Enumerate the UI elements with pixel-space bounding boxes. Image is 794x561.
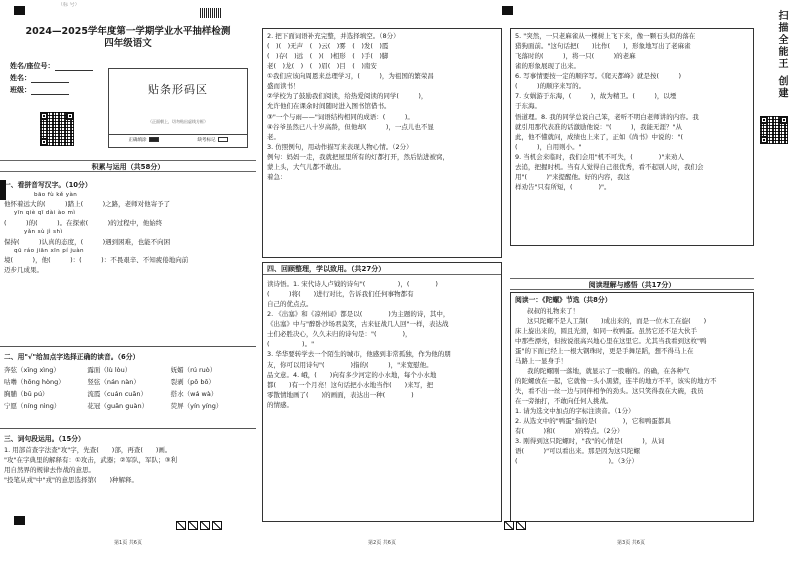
page-2	[258, 0, 506, 561]
page-3	[508, 0, 794, 561]
page2-block-2: 四、回顾整理，学以致用。（共27分） 读诗悟。1. 宋代诗人卢钺的诗句"( )，( ) ( )将( )进行对比，告诉我们任何事物都有 自己的优点点。 2. 《出塞》和《凉州词》都是以( )为主题的诗，其中， 《出塞》中与"醉卧沙场君莫笑，古来征战几人回"一样，表达战 士们必胜决心，久久未归的诗句是："( )， ( )。" 3. 华华要转学去一个陌生的城市，他感到非常孤独，作为他的朋 友，你可以用诗句"( )指的( )，"来宽慰他。 品文意。4. 峨，( )向有多少河定的小水地，每个小水地 都( )有一个月亮！这句话把小水地当作( )来写，把 零散情地画了( )的画面，表达出一种( ) 的情感。	[262, 262, 502, 522]
alignment-mark	[516, 521, 526, 530]
section-title-review: 四、回顾整理，学以致用。（共27分）	[263, 263, 501, 275]
page-footer: 第2页 共6页	[368, 540, 396, 547]
alignment-mark	[200, 521, 210, 530]
question-3: 三、词句段运用。（15分） 1. 用部首查字法查"攻"字，先查( )部，再查( )画。 "攻"在字典里的解释有：①攻击，武器；②军队，军队；③利 用自然界的规律去作战的意思。 "投笔从戎"中"戎"的意思选择第( )种解释。	[4, 435, 177, 484]
barcode-area: 贴条形码区 （正面朝上，切勿贴出虚线方框） 正确填涂 缺考标记	[108, 68, 248, 148]
scanner-qr-icon	[760, 116, 788, 144]
alignment-mark	[14, 516, 25, 525]
info-class: 班级：	[10, 86, 69, 95]
fill-legend: 正确填涂 缺考标记	[109, 134, 247, 147]
question-2: 二、用"√"给加点字选择正确的读音。（6分） 奔弦（xīng xìng） 露面（lù lòu） 妩媚（rú ruò） 咕噜（hōng hòng） 竖弦（nán nàn） 裂剥（pō bō） 胸脯（bū pú） 流霞（cuán cuān） 搭水（wá wà） 宁愿（níng nìng） 花冠（guān guàn） 荧屏（yín yíng）	[4, 353, 223, 410]
exam-title: 2024—2025学年度第一学期学业水平抽样检测 四年级语文	[25, 26, 231, 50]
qr-code-icon	[40, 112, 74, 146]
header-strip: （标 号）	[58, 2, 80, 8]
page-footer: 第3页 共6页	[617, 540, 645, 547]
alignment-mark	[212, 521, 222, 530]
section-title-reading: 阅读理解与感悟（共17分）	[510, 278, 754, 290]
question-1: 一、看拼音写汉字。（10分） bāo fù kě yàn 他怀着远大的( )踏上( )之路，老师对他寄予了 yīn qiè qī dài ào mì ( )的( )。在探索( )的过程中，他始终 yǎn sù jì shì 保持( )认真的态度，( )遇到困难，也能不向困 qū ráo jiān xīn pí juàn 境( )，他( )：( )：不畏艰辛、不知疲倦地向前 迈步几成果。	[4, 181, 189, 275]
alignment-mark	[188, 521, 198, 530]
page3-block-1: 5. "突然，一只老麻雀从一棵树上飞下来，像一颗石头似的落在 猎狗面前。"这句话把( )比作( )，形象地写出了老麻雀 飞落时的( )，将一只( )的老麻 雀的形象展现了出来。 6. 写事情要按一定的顺序写。《爬天都峰》就是按( ) ( )的顺序来写的。 7. 女娲游于东海，( )，故为精卫。( )，以堙 于东海。 悟道理。8. 我的同学总说自己笨，老听不明白老师讲的内容。我 就引用那代表准的话激励他说："( )，我能无涯？"从 此，他不懂就问，成绩也上来了，正如《尚书》中说的："( ( )，自用则小。" 9. 当机会来临时，我们会用"机不可失，( )"来劝人 去追，把握时机。当有人觉得自己很优秀，看不起别人时，我们会 用"( )"来提醒他。好的内容，我这 样劝告"只有所短，( )"。	[510, 28, 754, 246]
page2-block-1: 2. 把下面词语补充完整，并选择填空。（8分） ( )( )无声 ( )云( )雾 ( )发( )霞 ( )存( )远 ( )( )相形 ( )手( )脚 老( )龙( ) ( )眉( )目 ( )南安 ①我们应该向周恩来总理学习，( )，为祖国的繁荣昌 盛而读书！ ②学校为了鼓励我们阅读，给热爱阅读的同学( )， 允许他们在课余时间随时进入图书馆借书。 ③"一个与雨——"词语结构相同的成语：( )。 ④谷爷虽然已八十岁高龄，但他却( )，一点儿也不显 老。 3. 仿照例句，用动作描写来表现人物心情。（2分） 例句：妈妈一走，我就把屋里所有的灯都打开，然后钻进被窝， 蒙上头，大气儿都不敢出。 着急：	[262, 28, 502, 258]
header-barcode-icon	[200, 8, 222, 18]
page3-block-2: 阅读一：《陀螺》节选（共8分） 叔叔的礼物来了！ 这只陀螺不是人工制( )成出来的，而是一位木工在旋( ) 床上旋出来的，圆且光滑，如同一枚鸭蛋。虽然它还不足大伙手 中那些漂亮，但按说很高兴地心里在这里它。尤其当我看到这枚"鸭 蛋"的下面已经上一根大钢珠时，更是手舞足蹈，想不得马上在 马路上一显身手！ 我的陀螺刚一落地，就显示了一股嘣的。的确，在各种气 的陀螺放在一起，它就像一头小黑猪，连半的地方不平，该实的地方不 失，看不出一丝一边与同伴相争的劲头。这只笑得我在大碗，我员 在一旁抽打，不敢向任何人挑战。 1. 请为选文中加点的字标注读音。（1分） 2. 从选文中的"鸭蛋"指的是( )，它和鸭蛋都具 有( )和( )的特点。（2分） 3. 刚得到这只陀螺时，"我"的心情是( )，从词 语( )"可以看出来。那是因为这只陀螺 ( )。（3分）	[510, 292, 754, 522]
section-title-accumulation: 积累与运用（共58分）	[0, 160, 256, 172]
scanner-watermark: 扫描全能王 创建	[776, 10, 787, 100]
alignment-mark	[502, 6, 513, 15]
info-seat: 姓名/座位号：	[10, 62, 93, 71]
info-name: 姓名：	[10, 74, 69, 83]
alignment-mark	[14, 6, 25, 15]
alignment-mark	[176, 521, 186, 530]
alignment-mark	[504, 521, 514, 530]
page-1	[0, 0, 258, 561]
page-footer: 第1页 共6页	[114, 540, 142, 547]
